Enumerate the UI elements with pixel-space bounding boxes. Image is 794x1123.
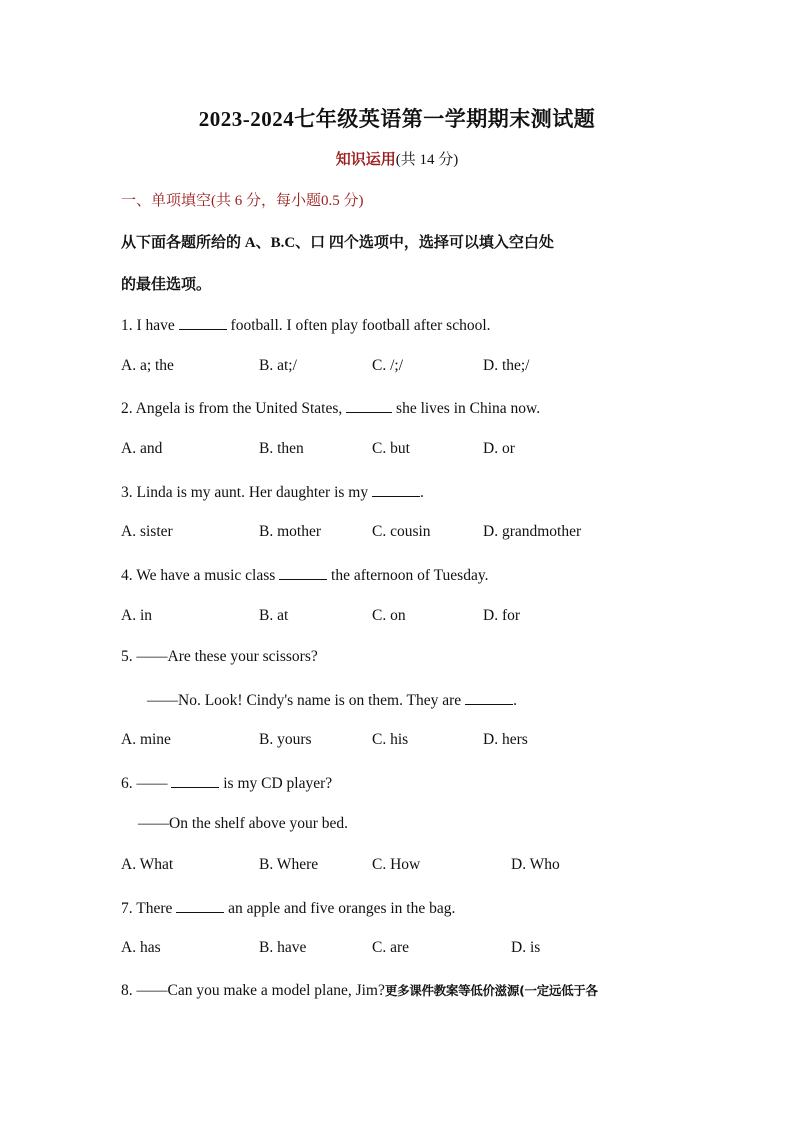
question-3 xyxy=(121,482,424,502)
answer-blank xyxy=(465,690,513,705)
option-b: B. at;/ xyxy=(259,357,297,374)
option-d: D. for xyxy=(483,607,521,624)
part-heading xyxy=(0,148,794,169)
option-d: D. Who xyxy=(511,856,560,873)
answer-blank xyxy=(176,898,224,913)
options-2 xyxy=(121,440,681,462)
option-d: D. or xyxy=(483,440,515,457)
answer-blank xyxy=(179,315,227,330)
question-text-pre: 6. —— xyxy=(121,775,172,792)
option-a: A. mine xyxy=(121,731,171,748)
question-text-pre: 1. I have xyxy=(121,317,179,334)
option-d: D. grandmother xyxy=(483,523,582,540)
option-c: C. cousin xyxy=(372,523,431,540)
part-heading-score: (共 14 分) xyxy=(395,152,459,168)
instruction-line-2: 的最佳选项。 xyxy=(121,277,212,293)
option-c: C. How xyxy=(372,856,421,873)
question-text-post: football. I often play football after school. xyxy=(226,317,491,334)
option-a: A. a; the xyxy=(121,357,174,374)
question-text-pre: 8. ——Can you make a model plane, Jim? xyxy=(121,982,385,999)
option-c: C. /;/ xyxy=(372,357,404,374)
option-a: A. and xyxy=(121,440,163,457)
instruction-line-1: 从下面各题所给的 A、B.C、口 四个选项中，选择可以填入空白处 xyxy=(121,235,554,251)
options-7 xyxy=(121,939,681,961)
question-5-reply xyxy=(147,690,517,710)
option-b: B. Where xyxy=(259,856,319,873)
question-text-pre: 7. There xyxy=(121,900,177,917)
question-7 xyxy=(121,898,455,918)
question-text-pre: 5. ——Are these your scissors? xyxy=(121,648,318,665)
option-b: B. have xyxy=(259,939,307,956)
question-1 xyxy=(121,315,491,335)
question-6 xyxy=(121,773,332,793)
option-c: C. on xyxy=(372,607,406,624)
option-c: C. are xyxy=(372,939,410,956)
question-text-pre: 2. Angela is from the United States, xyxy=(121,400,347,417)
question-4 xyxy=(121,565,488,585)
question-text-pre: ——On the shelf above your bed. xyxy=(138,815,349,832)
question-text-post: is my CD player? xyxy=(219,775,333,792)
question-text-post: . xyxy=(513,692,517,709)
option-c: C. but xyxy=(372,440,410,457)
question-6-reply xyxy=(138,815,348,833)
option-a: A. sister xyxy=(121,523,173,540)
options-3 xyxy=(121,523,681,545)
question-text-post: an apple and five oranges in the bag. xyxy=(224,900,456,917)
answer-blank xyxy=(279,565,327,580)
option-a: A. What xyxy=(121,856,174,873)
option-a: A. has xyxy=(121,939,161,956)
option-b: B. then xyxy=(259,440,304,457)
option-b: B. yours xyxy=(259,731,312,748)
option-b: B. mother xyxy=(259,523,321,540)
question-8 xyxy=(121,981,598,1000)
question-text-pre: 4. We have a music class xyxy=(121,567,280,584)
answer-blank xyxy=(372,482,420,497)
question-5 xyxy=(121,648,318,666)
option-c: C. his xyxy=(372,731,409,748)
exam-title: 2023-2024七年级英语第一学期期末测试题 xyxy=(198,107,596,131)
question-text-post: . xyxy=(419,484,424,501)
option-d: D. is xyxy=(511,939,541,956)
answer-blank xyxy=(346,398,392,413)
part-heading-label: 知识运用 xyxy=(335,152,396,168)
options-1 xyxy=(121,357,681,379)
option-b: B. at xyxy=(259,607,289,624)
question-text-post: she lives in China now. xyxy=(392,400,541,417)
options-4 xyxy=(121,607,681,629)
options-5 xyxy=(121,731,681,753)
question-text-post: the afternoon of Tuesday. xyxy=(327,567,489,584)
question-2 xyxy=(121,398,540,418)
option-d: D. the;/ xyxy=(483,357,530,374)
option-d: D. hers xyxy=(483,731,528,748)
question-text-pre: 3. Linda is my aunt. Her daughter is my xyxy=(121,484,372,501)
answer-blank xyxy=(171,773,219,788)
question-text-pre: ——No. Look! Cindy's name is on them. They are xyxy=(147,692,466,709)
section-heading: 一、单项填空(共 6 分，每小题0.5 分) xyxy=(121,193,364,209)
promo-note: 更多课件教案等低价滋源(一定远低于各 xyxy=(384,983,598,998)
option-a: A. in xyxy=(121,607,152,624)
options-6 xyxy=(121,856,681,878)
